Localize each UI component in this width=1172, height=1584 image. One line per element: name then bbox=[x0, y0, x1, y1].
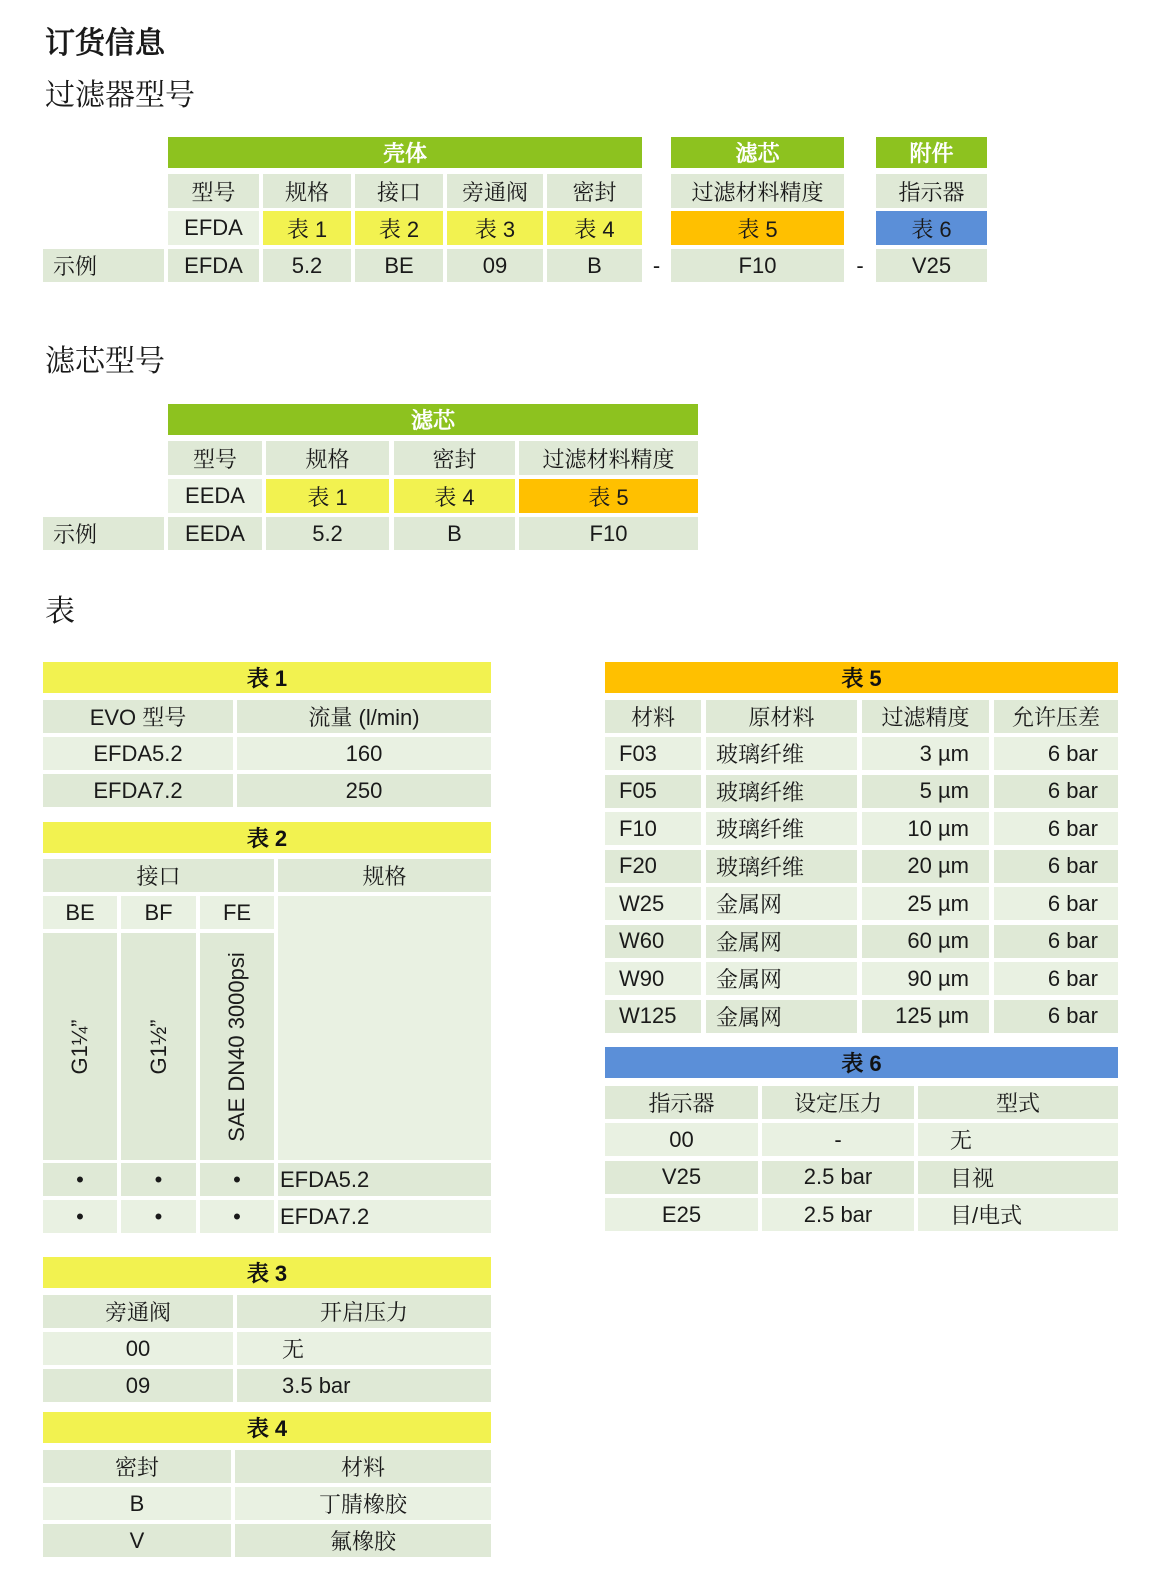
header-bypass: 旁通阀 bbox=[447, 174, 543, 208]
code-model: EEDA bbox=[168, 479, 262, 513]
example-seal: B bbox=[394, 517, 515, 550]
section-tables: 表 bbox=[45, 595, 75, 628]
table-header: EVO 型号 bbox=[43, 700, 233, 733]
table-cell: 无 bbox=[918, 1123, 1118, 1156]
code-table-4: 表 4 bbox=[394, 479, 515, 513]
table-cell: F05 bbox=[605, 775, 701, 808]
table-header: 开启压力 bbox=[237, 1295, 491, 1328]
table-title: 表 6 bbox=[605, 1047, 1118, 1078]
table-cell: F20 bbox=[605, 850, 701, 883]
table-cell: 玻璃纤维 bbox=[706, 775, 857, 808]
table-cell: 金属网 bbox=[706, 962, 857, 995]
header-filter-material: 过滤材料精度 bbox=[671, 174, 844, 208]
code-table-1: 表 1 bbox=[266, 479, 389, 513]
example-model: EFDA bbox=[168, 249, 259, 282]
table-cell: EFDA7.2 bbox=[43, 774, 233, 807]
size-blank-cell bbox=[278, 896, 491, 1160]
table-cell: 玻璃纤维 bbox=[706, 850, 857, 883]
table-header: 允许压差 bbox=[994, 700, 1118, 733]
example-port: BE bbox=[355, 249, 443, 282]
section-filter-model: 过滤器型号 bbox=[45, 79, 195, 112]
code-table-4: 表 4 bbox=[547, 211, 642, 245]
code-table-6: 表 6 bbox=[876, 211, 987, 245]
example-model: EEDA bbox=[168, 517, 262, 550]
header-filter-material: 过滤材料精度 bbox=[519, 441, 698, 475]
table-header: 过滤精度 bbox=[862, 700, 989, 733]
example-size: 5.2 bbox=[263, 249, 351, 282]
table-cell: 6 bar bbox=[994, 1000, 1118, 1033]
example-size: 5.2 bbox=[266, 517, 389, 550]
table-cell: F03 bbox=[605, 737, 701, 770]
header-model: 型号 bbox=[168, 441, 262, 475]
table-cell: 6 bar bbox=[994, 925, 1118, 958]
table-cell: EFDA5.2 bbox=[278, 1163, 491, 1196]
table-cell: 10 µm bbox=[862, 812, 989, 845]
table-header: 旁通阀 bbox=[43, 1295, 233, 1328]
port-value-bf: G1½” bbox=[145, 1018, 171, 1075]
example-filter-material: F10 bbox=[519, 517, 698, 550]
code-table-3: 表 3 bbox=[447, 211, 543, 245]
table-cell: 金属网 bbox=[706, 925, 857, 958]
header-seal: 密封 bbox=[394, 441, 515, 475]
table-cell: 6 bar bbox=[994, 812, 1118, 845]
example-filter-material: F10 bbox=[671, 249, 844, 282]
table-cell: W125 bbox=[605, 1000, 701, 1033]
table-cell: EFDA7.2 bbox=[278, 1200, 491, 1233]
table-cell: 目/电式 bbox=[918, 1198, 1118, 1231]
header-size: 规格 bbox=[263, 174, 351, 208]
table-cell: 目视 bbox=[918, 1161, 1118, 1194]
table-header: 型式 bbox=[918, 1086, 1118, 1119]
table-cell: - bbox=[762, 1123, 914, 1156]
table-cell: W25 bbox=[605, 887, 701, 920]
table-cell: 无 bbox=[237, 1332, 491, 1365]
table-cell: • bbox=[121, 1200, 196, 1233]
port-value-cell bbox=[121, 933, 196, 1160]
table-cell: V bbox=[43, 1524, 231, 1557]
header-size: 规格 bbox=[266, 441, 389, 475]
table-cell: 90 µm bbox=[862, 962, 989, 995]
table-cell: 125 µm bbox=[862, 1000, 989, 1033]
page-title: 订货信息 bbox=[45, 27, 165, 60]
table-cell: • bbox=[43, 1163, 117, 1196]
port-fe: FE bbox=[200, 896, 274, 929]
table-header: 指示器 bbox=[605, 1086, 758, 1119]
group-element: 滤芯 bbox=[168, 404, 698, 435]
table-title: 表 5 bbox=[605, 662, 1118, 693]
table-cell: 160 bbox=[237, 737, 491, 770]
table-cell: 6 bar bbox=[994, 737, 1118, 770]
table-title: 表 4 bbox=[43, 1412, 491, 1443]
example-seal: B bbox=[547, 249, 642, 282]
table-cell: 丁腈橡胶 bbox=[235, 1487, 491, 1520]
example-dash: - bbox=[652, 252, 661, 278]
table-cell: 氟橡胶 bbox=[235, 1524, 491, 1557]
table-cell: 00 bbox=[605, 1123, 758, 1156]
table-cell: 6 bar bbox=[994, 850, 1118, 883]
table-cell: 玻璃纤维 bbox=[706, 812, 857, 845]
table-cell: • bbox=[200, 1200, 274, 1233]
section-element-model: 滤芯型号 bbox=[45, 345, 165, 378]
example-dash: - bbox=[856, 252, 864, 278]
table-cell: F10 bbox=[605, 812, 701, 845]
group-element: 滤芯 bbox=[671, 137, 844, 168]
table-cell: 6 bar bbox=[994, 775, 1118, 808]
table-cell: 20 µm bbox=[862, 850, 989, 883]
table-cell: • bbox=[43, 1200, 117, 1233]
table-cell: 09 bbox=[43, 1369, 233, 1402]
table-title: 表 1 bbox=[43, 662, 491, 693]
table-cell: 玻璃纤维 bbox=[706, 737, 857, 770]
port-value-cell bbox=[43, 933, 117, 1160]
table-cell: W60 bbox=[605, 925, 701, 958]
table-cell: 250 bbox=[237, 774, 491, 807]
table-cell: 6 bar bbox=[994, 887, 1118, 920]
table-header: 流量 (l/min) bbox=[237, 700, 491, 733]
example-label: 示例 bbox=[43, 517, 164, 550]
group-accessory: 附件 bbox=[876, 137, 987, 168]
table-cell: W90 bbox=[605, 962, 701, 995]
table-cell: 金属网 bbox=[706, 887, 857, 920]
table-cell: 2.5 bar bbox=[762, 1161, 914, 1194]
table-cell: 2.5 bar bbox=[762, 1198, 914, 1231]
port-value-fe: SAE DN40 3000psi bbox=[224, 951, 249, 1142]
table-cell: 60 µm bbox=[862, 925, 989, 958]
table-cell: 6 bar bbox=[994, 962, 1118, 995]
port-value-cell bbox=[200, 933, 274, 1160]
table-cell: EFDA5.2 bbox=[43, 737, 233, 770]
table-header: 材料 bbox=[235, 1450, 491, 1483]
port-bf: BF bbox=[121, 896, 196, 929]
code-table-2: 表 2 bbox=[355, 211, 443, 245]
header-indicator: 指示器 bbox=[876, 174, 987, 208]
header-port: 接口 bbox=[355, 174, 443, 208]
header-model: 型号 bbox=[168, 174, 259, 208]
table-header: 设定压力 bbox=[762, 1086, 914, 1119]
table-header-size: 规格 bbox=[278, 859, 491, 892]
table-cell: 3 µm bbox=[862, 737, 989, 770]
code-model: EFDA bbox=[168, 211, 259, 245]
port-be: BE bbox=[43, 896, 117, 929]
header-seal: 密封 bbox=[547, 174, 642, 208]
example-indicator: V25 bbox=[876, 249, 987, 282]
code-table-1: 表 1 bbox=[263, 211, 351, 245]
table-header: 密封 bbox=[43, 1450, 231, 1483]
table-title: 表 3 bbox=[43, 1257, 491, 1288]
table-header: 原材料 bbox=[706, 700, 857, 733]
table-header-port: 接口 bbox=[43, 859, 274, 892]
table-cell: V25 bbox=[605, 1161, 758, 1194]
example-bypass: 09 bbox=[447, 249, 543, 282]
table-cell: • bbox=[200, 1163, 274, 1196]
group-housing: 壳体 bbox=[168, 137, 642, 168]
table-cell: 5 µm bbox=[862, 775, 989, 808]
table-cell: 3.5 bar bbox=[237, 1369, 491, 1402]
table-cell: B bbox=[43, 1487, 231, 1520]
code-table-5: 表 5 bbox=[519, 479, 698, 513]
code-table-5: 表 5 bbox=[671, 211, 844, 245]
table-title: 表 2 bbox=[43, 822, 491, 853]
table-header: 材料 bbox=[605, 700, 701, 733]
table-cell: 25 µm bbox=[862, 887, 989, 920]
table-cell: 00 bbox=[43, 1332, 233, 1365]
table-cell: 金属网 bbox=[706, 1000, 857, 1033]
table-cell: E25 bbox=[605, 1198, 758, 1231]
example-label: 示例 bbox=[43, 249, 164, 282]
port-value-be: G1¼” bbox=[67, 1018, 92, 1075]
table-cell: • bbox=[121, 1163, 196, 1196]
